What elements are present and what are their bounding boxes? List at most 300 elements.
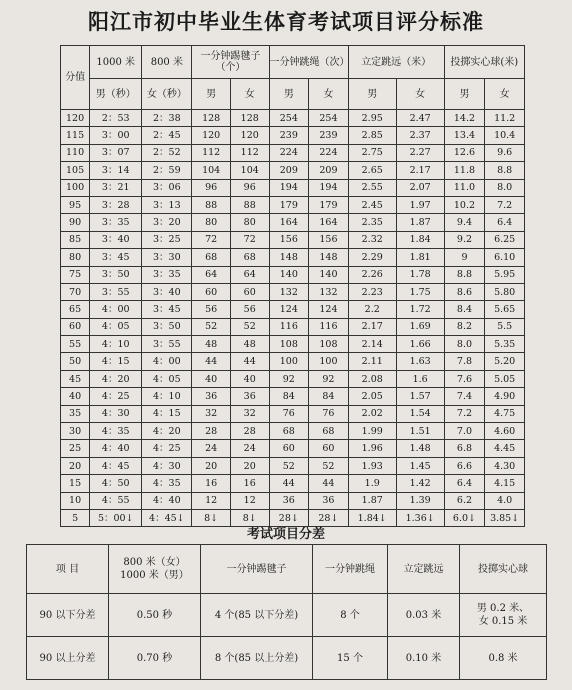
table-cell: 224 [309,144,349,161]
table-cell: 3：25 [142,231,192,248]
table-cell: 3：14 [90,162,142,179]
table-cell: 28 [192,423,231,440]
table-cell: 2.26 [348,266,396,283]
table-cell: 5.05 [485,370,525,387]
table-cell: 120 [192,127,231,144]
header-cell: 分值 [61,46,90,110]
table-cell: 6.4 [485,214,525,231]
table-cell: 110 [61,144,90,161]
table-cell: 65 [61,301,90,318]
table-cell: 90 以下分差 [27,594,109,637]
table-cell: 3：50 [90,266,142,283]
table-cell: 4：05 [90,318,142,335]
table-cell: 90 以上分差 [27,637,109,680]
table-cell: 95 [61,196,90,213]
table-cell: 1.84 [396,231,444,248]
table-cell: 9.2 [444,231,485,248]
table-cell: 2.35 [348,214,396,231]
table-cell: 1.39 [396,492,444,509]
table-cell: 8.8 [485,162,525,179]
table-cell: 56 [230,301,269,318]
table-row [27,594,547,637]
table-cell: 52 [230,318,269,335]
table-cell: 48 [230,336,269,353]
subheader-cell: 女 [309,79,349,110]
table-cell: 4：45↓ [142,509,192,526]
table-cell: 男 0.2 米、 女 0.15 米 [460,594,547,637]
table-cell: 68 [192,249,231,266]
table-cell: 4.90 [485,388,525,405]
table-cell: 52 [269,457,309,474]
table-cell: 28 [230,423,269,440]
table-cell: 8.8 [444,266,485,283]
table-cell: 6.4 [444,475,485,492]
table-cell: 2.17 [396,162,444,179]
table-cell: 88 [192,196,231,213]
table-cell: 2.14 [348,336,396,353]
table-cell: 1.96 [348,440,396,457]
table-cell: 4：20 [142,423,192,440]
table-cell: 7.2 [444,405,485,422]
table-cell: 4：40 [142,492,192,509]
table-cell: 2.45 [348,196,396,213]
table-cell: 44 [230,353,269,370]
table-cell: 35 [61,405,90,422]
table-cell: 88 [230,196,269,213]
table-cell: 115 [61,127,90,144]
table-cell: 239 [269,127,309,144]
table-cell: 2：53 [90,110,142,127]
table-cell: 4：10 [90,336,142,353]
table-cell: 9.4 [444,214,485,231]
table-cell: 4.30 [485,457,525,474]
table-cell: 4：15 [142,405,192,422]
table-cell: 100 [309,353,349,370]
table-cell: 8.6 [444,283,485,300]
table-cell: 100 [269,353,309,370]
table-cell: 2.08 [348,370,396,387]
table-cell: 10.2 [444,196,485,213]
scoring-table [60,45,525,527]
table-cell: 52 [192,318,231,335]
table-cell: 13.4 [444,127,485,144]
table-cell: 1.78 [396,266,444,283]
table-cell: 4：00 [142,353,192,370]
table-cell: 140 [309,266,349,283]
table-cell: 3：21 [90,179,142,196]
table-cell: 6.6 [444,457,485,474]
header-cell: 一分钟跳绳 [313,545,388,594]
table-cell: 4.75 [485,405,525,422]
table-row [61,475,525,492]
section-subtitle: 考试项目分差 [246,527,325,542]
table-row [61,388,525,405]
table-cell: 1.54 [396,405,444,422]
header-cell: 投掷实心球(米) [444,46,524,79]
header-cell: 800 米（女） 1000 米（男） [109,545,201,594]
table-cell: 4：45 [90,457,142,474]
table-row [61,492,525,509]
table-cell: 3：50 [142,318,192,335]
table-cell: 14.2 [444,110,485,127]
table-cell: 2.75 [348,144,396,161]
table-row [61,214,525,231]
table-cell: 40 [61,388,90,405]
table-cell: 20 [192,457,231,474]
table-cell: 132 [309,283,349,300]
table-cell: 7.2 [485,196,525,213]
table-cell: 4：15 [90,353,142,370]
subheader-cell: 女 [396,79,444,110]
table-cell: 209 [269,162,309,179]
table-row [61,336,525,353]
table-cell: 1.57 [396,388,444,405]
table-cell: 12 [192,492,231,509]
table-cell: 60 [309,440,349,457]
table-cell: 32 [230,405,269,422]
table-cell: 239 [309,127,349,144]
table-row [61,318,525,335]
table-cell: 44 [309,475,349,492]
table-cell: 25 [61,440,90,457]
table-cell: 8.4 [444,301,485,318]
table-cell: 24 [230,440,269,457]
table-cell: 11.0 [444,179,485,196]
table-cell: 3：35 [142,266,192,283]
table-cell: 0.10 米 [388,637,460,680]
table-cell: 194 [269,179,309,196]
table-cell: 1.93 [348,457,396,474]
table-cell: 84 [269,388,309,405]
table-cell: 4：25 [90,388,142,405]
table-cell: 224 [269,144,309,161]
table-row [61,370,525,387]
table-cell: 4.15 [485,475,525,492]
subheader-cell: 男 [444,79,485,110]
table-cell: 44 [269,475,309,492]
table-cell: 6.10 [485,249,525,266]
table-cell: 6.8 [444,440,485,457]
header-cell: 投掷实心球 [460,545,547,594]
table-cell: 9.6 [485,144,525,161]
table-cell: 3：45 [142,301,192,318]
table-cell: 3：40 [142,283,192,300]
table-cell: 124 [269,301,309,318]
table-cell: 4：25 [142,440,192,457]
table-cell: 7.4 [444,388,485,405]
table-cell: 60 [269,440,309,457]
table-cell: 2.11 [348,353,396,370]
table-cell: 15 个 [313,637,388,680]
table-row [61,283,525,300]
table-cell: 8 个 [313,594,388,637]
table-cell: 68 [230,249,269,266]
table-cell: 1.72 [396,301,444,318]
subheader-cell: 女（秒） [142,79,192,110]
table-row [27,637,547,680]
table-cell: 4.60 [485,423,525,440]
header-cell: 1000 米 [90,46,142,79]
table-cell: 40 [230,370,269,387]
subheader-cell: 男 [192,79,231,110]
table-cell: 112 [192,144,231,161]
table-cell: 5.20 [485,353,525,370]
table-cell: 156 [309,231,349,248]
table-cell: 36 [309,492,349,509]
table-cell: 0.8 米 [460,637,547,680]
table-cell: 254 [309,110,349,127]
table-row [61,423,525,440]
header-row [27,545,547,594]
header-row [61,46,525,79]
table-cell: 1.48 [396,440,444,457]
table-cell: 60 [192,283,231,300]
table-cell: 105 [61,162,90,179]
table-cell: 2.17 [348,318,396,335]
table-cell: 5.80 [485,283,525,300]
table-cell: 3.85↓ [485,509,525,526]
table-cell: 209 [309,162,349,179]
table-cell: 4：40 [90,440,142,457]
table-cell: 2.47 [396,110,444,127]
table-cell: 164 [269,214,309,231]
table-cell: 2.23 [348,283,396,300]
subheader-cell: 女 [230,79,269,110]
table-cell: 2.02 [348,405,396,422]
table-cell: 44 [192,353,231,370]
table-cell: 1.87 [396,214,444,231]
header-cell: 立定跳远 [388,545,460,594]
table-cell: 3：06 [142,179,192,196]
table-cell: 3：30 [142,249,192,266]
table-cell: 36 [269,492,309,509]
table-cell: 4.45 [485,440,525,457]
table-cell: 3：40 [90,231,142,248]
table-cell: 64 [192,266,231,283]
table-cell: 11.2 [485,110,525,127]
table-cell: 8↓ [230,509,269,526]
table-cell: 128 [230,110,269,127]
table-cell: 6.2 [444,492,485,509]
table-cell: 3：28 [90,196,142,213]
table-cell: 4：30 [142,457,192,474]
table-cell: 1.84↓ [348,509,396,526]
table-cell: 4：50 [90,475,142,492]
table-cell: 2：52 [142,144,192,161]
table-cell: 32 [192,405,231,422]
table-cell: 6.0↓ [444,509,485,526]
subheader-cell: 女 [485,79,525,110]
table-cell: 2.32 [348,231,396,248]
table-row [61,266,525,283]
table-row [61,144,525,161]
table-cell: 28↓ [309,509,349,526]
table-cell: 72 [230,231,269,248]
table-cell: 4：00 [90,301,142,318]
table-cell: 194 [309,179,349,196]
table-cell: 148 [269,249,309,266]
table-cell: 116 [309,318,349,335]
table-cell: 112 [230,144,269,161]
table-cell: 1.87 [348,492,396,509]
table-cell: 7.0 [444,423,485,440]
table-row [61,179,525,196]
table-cell: 3：45 [90,249,142,266]
page-title: 阳江市初中毕业生体育考试项目评分标准 [88,9,484,34]
table-cell: 7.6 [444,370,485,387]
table-cell: 16 [230,475,269,492]
header-cell: 800 米 [142,46,192,79]
header-cell: 一分钟跳绳（次） [269,46,348,79]
subheader-cell: 男 [348,79,396,110]
table-row [61,127,525,144]
table-cell: 3：20 [142,214,192,231]
table-cell: 3：35 [90,214,142,231]
table-cell: 8.2 [444,318,485,335]
table-cell: 76 [309,405,349,422]
table-cell: 85 [61,231,90,248]
table-cell: 84 [309,388,349,405]
table-cell: 1.51 [396,423,444,440]
table-cell: 120 [61,110,90,127]
table-cell: 1.36↓ [396,509,444,526]
table-cell: 1.42 [396,475,444,492]
table-cell: 10 [61,492,90,509]
header-cell: 一分钟踢毽子（个） [192,46,269,79]
table-cell: 2.37 [396,127,444,144]
score-difference-table [26,544,547,680]
table-cell: 4 个(85 以下分差) [201,594,313,637]
table-cell: 76 [269,405,309,422]
header-cell: 一分钟踢毽子 [201,545,313,594]
table-cell: 11.8 [444,162,485,179]
table-row [61,249,525,266]
table-cell: 15 [61,475,90,492]
table-row [61,162,525,179]
table-cell: 132 [269,283,309,300]
table-cell: 60 [61,318,90,335]
table-cell: 36 [230,388,269,405]
table-cell: 1.45 [396,457,444,474]
table-cell: 2.85 [348,127,396,144]
table-cell: 2.95 [348,110,396,127]
table-cell: 4：55 [90,492,142,509]
table-row [61,405,525,422]
table-cell: 90 [61,214,90,231]
table-cell: 80 [61,249,90,266]
table-cell: 48 [192,336,231,353]
table-cell: 5.35 [485,336,525,353]
table-cell: 1.97 [396,196,444,213]
table-cell: 2：45 [142,127,192,144]
table-cell: 179 [269,196,309,213]
table-cell: 2.07 [396,179,444,196]
subheader-cell: 男 [269,79,309,110]
table-row [61,440,525,457]
table-cell: 120 [230,127,269,144]
table-cell: 1.81 [396,249,444,266]
table-cell: 24 [192,440,231,457]
table-cell: 179 [309,196,349,213]
table-cell: 2：38 [142,110,192,127]
table-cell: 116 [269,318,309,335]
table-cell: 64 [230,266,269,283]
table-cell: 20 [230,457,269,474]
table-cell: 4：20 [90,370,142,387]
table-cell: 254 [269,110,309,127]
table-cell: 3：07 [90,144,142,161]
header-cell: 立定跳远（米） [348,46,444,79]
table-cell: 50 [61,353,90,370]
table-cell: 60 [230,283,269,300]
table-cell: 148 [309,249,349,266]
table-cell: 9 [444,249,485,266]
table-cell: 40 [192,370,231,387]
table-cell: 8.0 [444,336,485,353]
table-cell: 4：35 [90,423,142,440]
table-cell: 1.99 [348,423,396,440]
table-cell: 70 [61,283,90,300]
table-cell: 2.29 [348,249,396,266]
table-cell: 3：13 [142,196,192,213]
table-cell: 36 [192,388,231,405]
table-cell: 0.03 米 [388,594,460,637]
table-cell: 45 [61,370,90,387]
table-cell: 2：59 [142,162,192,179]
table-cell: 4：10 [142,388,192,405]
table-row [61,231,525,248]
table-cell: 4.0 [485,492,525,509]
table-row [61,457,525,474]
table-cell: 128 [192,110,231,127]
table-cell: 2.55 [348,179,396,196]
table-cell: 10.4 [485,127,525,144]
table-cell: 1.63 [396,353,444,370]
table-cell: 5.65 [485,301,525,318]
table-cell: 28↓ [269,509,309,526]
table-row [61,353,525,370]
table-cell: 5 [61,509,90,526]
header-cell: 项 目 [27,545,109,594]
table-cell: 2.27 [396,144,444,161]
table-cell: 92 [269,370,309,387]
table-cell: 20 [61,457,90,474]
table-cell: 16 [192,475,231,492]
table-cell: 2.2 [348,301,396,318]
table-cell: 3：00 [90,127,142,144]
table-cell: 68 [269,423,309,440]
table-cell: 8.0 [485,179,525,196]
table-cell: 30 [61,423,90,440]
table-cell: 104 [192,162,231,179]
table-cell: 55 [61,336,90,353]
table-cell: 96 [230,179,269,196]
table-cell: 3：55 [142,336,192,353]
table-cell: 12.6 [444,144,485,161]
table-cell: 5：00↓ [90,509,142,526]
table-cell: 2.65 [348,162,396,179]
subheader-cell: 男（秒） [90,79,142,110]
table-cell: 8↓ [192,509,231,526]
table-cell: 72 [192,231,231,248]
table-cell: 1.75 [396,283,444,300]
table-row [61,301,525,318]
table-cell: 68 [309,423,349,440]
table-cell: 6.25 [485,231,525,248]
table-cell: 80 [192,214,231,231]
table-cell: 75 [61,266,90,283]
table-cell: 164 [309,214,349,231]
